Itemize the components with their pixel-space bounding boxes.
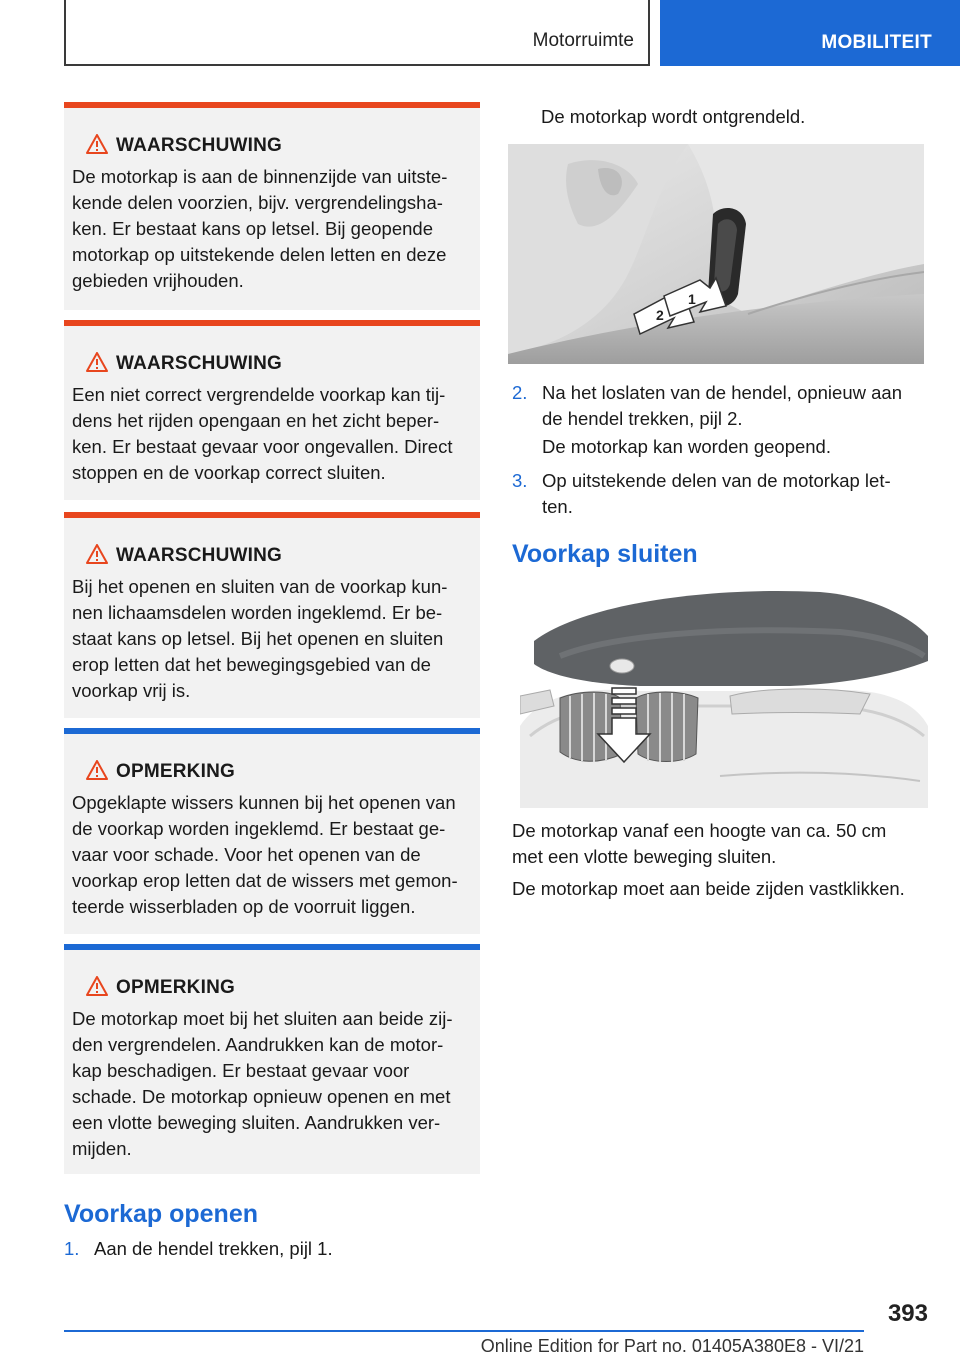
header-section-title: Motorruimte [532,30,634,51]
notice-text: Bij het openen en sluiten van de voorkap kun- nen lichaamsdelen worden ingeklemd. Er be- staat kans op letsel. Bij het openen en sluiten erop letten dat het bewegingsgebied van de voorkap vrij is. [72,576,448,701]
warning-box-1 [64,102,480,310]
header-section-tab [64,0,650,66]
warning-box-2 [64,320,480,500]
notice-title: OPMERKING [116,977,235,998]
section-title-open: Voorkap openen [64,1200,259,1228]
arrow-label-2: 2 [656,307,664,323]
notice-title: WAARSCHUWING [116,353,282,374]
step-1-result: De motorkap wordt ontgrendeld. [541,106,806,127]
hood-closing-car-image [520,586,928,808]
step-number: 2. [512,382,528,403]
step-text: Op uitstekende delen van de motorkap let- ten. [542,470,891,517]
step-2-result: De motorkap kan worden geopend. [542,436,831,457]
footer-edition: Online Edition for Part no. 01405A380E8 - VI/21 [480,1336,864,1356]
warning-triangle-icon [72,134,116,158]
hood-release-lever-image [508,144,924,364]
header-chapter-title: MOBILITEIT [821,32,932,53]
close-paragraph-1: De motorkap vanaf een hoogte van ca. 50 cm met een vlotte beweging sluiten. [512,820,887,867]
footer-divider [64,1330,864,1332]
notice-text: Opgeklapte wissers kunnen bij het openen van de voorkap worden ingeklemd. Er bestaat ge- vaar voor schade. Voor het openen van de voorkap erop letten dat de wissers met gemon- teerde wisserbladen op de voorruit liggen. [72,792,458,917]
arrow-label-1: 1 [688,291,696,307]
notice-text: De motorkap is aan de binnenzijde van uitste- kende delen voorzien, bijv. vergrendelingsha- ken. Er bestaat kans op letsel. Bij geopende motorkap op uitstekende delen letten en deze gebieden vrijhouden. [72,166,448,291]
notice-title: WAARSCHUWING [116,135,282,156]
step-number: 1. [64,1238,80,1259]
warning-triangle-icon [72,544,116,568]
header-chapter-tab [660,0,960,66]
step-number: 3. [512,470,528,491]
notice-text: De motorkap moet bij het sluiten aan beide zij- den vergrendelen. Aandrukken kan de motor- kap beschadigen. Er bestaat gevaar voor schade. De motorkap opnieuw openen en met een vlotte beweging sluiten. Aandrukken ver- mijden. [72,1008,453,1159]
close-paragraph-2: De motorkap moet aan beide zijden vastklikken. [512,878,905,899]
section-title-close: Voorkap sluiten [512,540,698,568]
note-box-1 [64,728,480,934]
step-text: Aan de hendel trekken, pijl 1. [94,1238,333,1259]
warning-triangle-icon [72,352,116,376]
warning-triangle-icon [72,760,116,784]
note-box-2 [64,944,480,1174]
notice-text: Een niet correct vergrendelde voorkap kan tij- dens het rijden opengaan en het zicht beper- ken. Er bestaat gevaar voor ongevallen. Direct stoppen en de voorkap correct sluiten. [72,384,453,483]
step-text: Na het loslaten van de hendel, opnieuw aan de hendel trekken, pijl 2. [542,382,902,429]
notice-title: OPMERKING [116,761,235,782]
page-number: 393 [887,1300,928,1327]
warning-box-3 [64,512,480,718]
notice-title: WAARSCHUWING [116,545,282,566]
warning-triangle-icon [72,976,116,1000]
